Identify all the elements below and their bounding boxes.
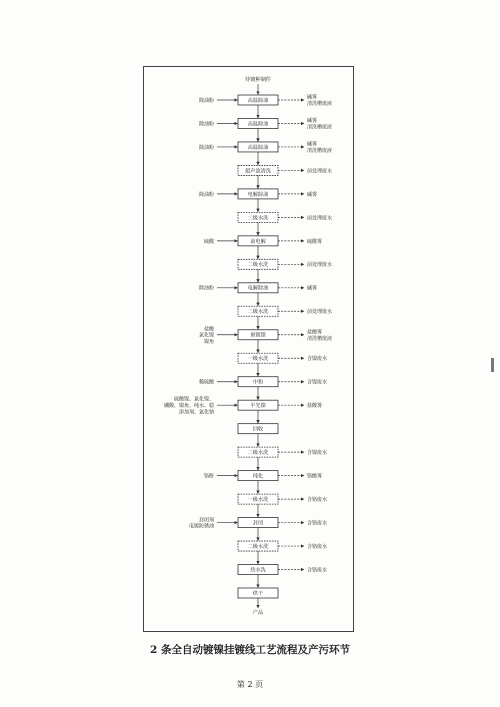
process-step-label: 半光镍: [250, 403, 266, 410]
process-step-label: 二级水洗: [247, 543, 269, 550]
process-step-label: 烘干: [252, 590, 264, 597]
process-step-label: 热水洗: [250, 567, 266, 574]
input-material-label: 封闭剂: [198, 517, 214, 524]
input-material-label: 硫酸镍、氯化镍、: [173, 396, 214, 403]
pollutant-output-label: 含铬废水: [307, 520, 328, 527]
pollutant-output-label: 碱雾: [307, 191, 318, 198]
input-material-label: 除油粉: [198, 285, 214, 292]
process-step-label: 高温除油: [247, 144, 269, 151]
pollutant-output-label: 含铬废水: [307, 496, 328, 503]
input-material-label: 镍角: [203, 339, 214, 346]
process-step-label: 超声波清洗: [245, 168, 271, 175]
input-material-label: 硼酸、镍角、纯水、稳: [163, 403, 214, 410]
process-step-label: 二级水洗: [247, 262, 269, 269]
input-material-label: 除油粉: [198, 144, 214, 151]
pollutant-output-label: 盐酸雾: [307, 403, 323, 410]
pollutant-output-label: 含镍废水: [307, 356, 328, 363]
input-material-label: 除油粉: [198, 121, 214, 128]
process-step-label: 高温除油: [247, 97, 269, 104]
input-material-label: 稀硫酸: [198, 379, 214, 386]
pollutant-output-label: 碱雾: [307, 285, 318, 292]
input-material-label: 除油粉: [198, 191, 214, 198]
process-step-label: 二级水洗: [247, 215, 269, 222]
pollutant-output-label: 铬酸雾: [307, 473, 323, 480]
pollutant-output-label: 含镍废水: [307, 379, 328, 386]
input-material-label: 除油粉: [198, 97, 214, 104]
input-material-label: 盐酸: [203, 326, 214, 333]
pollutant-output-label: 碱雾: [307, 141, 318, 148]
pollutant-output-label: 清洗槽废液: [307, 124, 333, 131]
pollutant-output-label: 清洗槽废液: [307, 335, 333, 342]
pollutant-output-label: 含镍废水: [307, 450, 328, 457]
process-step-label: 中和: [252, 379, 264, 386]
process-step-label: 电解除油: [247, 285, 269, 292]
input-material-label: 添加剂、氯化钠: [178, 409, 214, 416]
end-label: 产品: [252, 610, 264, 616]
pollutant-output-label: 清洗槽废液: [307, 101, 333, 108]
process-step-label: 电解除油: [247, 191, 269, 198]
pollutant-output-label: 前处理废水: [307, 262, 333, 269]
process-step-label: 二级水洗: [247, 309, 269, 316]
process-step-label: 二级水洗: [247, 450, 269, 457]
pollutant-output-label: 前处理废水: [307, 215, 333, 222]
pollutant-output-label: 碱雾: [307, 94, 318, 101]
scan-edge-mark: [491, 358, 494, 372]
input-material-label: 氯化镍: [198, 332, 214, 339]
input-material-label: 硫酸: [203, 238, 214, 245]
process-step-label: 回收: [252, 426, 264, 433]
figure-caption: 2 条全自动镀镍挂镀线工艺流程及产污环节: [150, 644, 350, 656]
pollutant-output-label: 含铬废水: [307, 567, 328, 574]
input-material-label: 电镀防锈油: [188, 523, 214, 530]
pollutant-output-label: 盐酸雾: [307, 329, 323, 336]
pollutant-output-label: 前处理废水: [307, 168, 333, 175]
pollutant-output-label: 含铬废水: [307, 543, 328, 550]
input-material-label: 铬酐: [203, 473, 214, 480]
process-step-label: 高温除油: [247, 121, 269, 128]
process-step-label: 钝化: [252, 473, 264, 480]
start-label: 待镀种制件: [245, 77, 271, 83]
process-step-label: 一级水洗: [247, 356, 269, 363]
page-number: 第 2 页: [236, 680, 264, 689]
pollutant-output-label: 碱雾: [307, 118, 318, 125]
process-step-label: 封闭: [252, 520, 264, 527]
process-step-label: 前电解: [250, 238, 266, 245]
process-step-label: 预镀镍: [250, 332, 266, 339]
pollutant-output-label: 前处理废水: [307, 309, 333, 316]
process-step-label: 一级水洗: [247, 496, 269, 503]
pollutant-output-label: 清洗槽废液: [307, 148, 333, 155]
pollutant-output-label: 硫酸雾: [307, 238, 323, 245]
